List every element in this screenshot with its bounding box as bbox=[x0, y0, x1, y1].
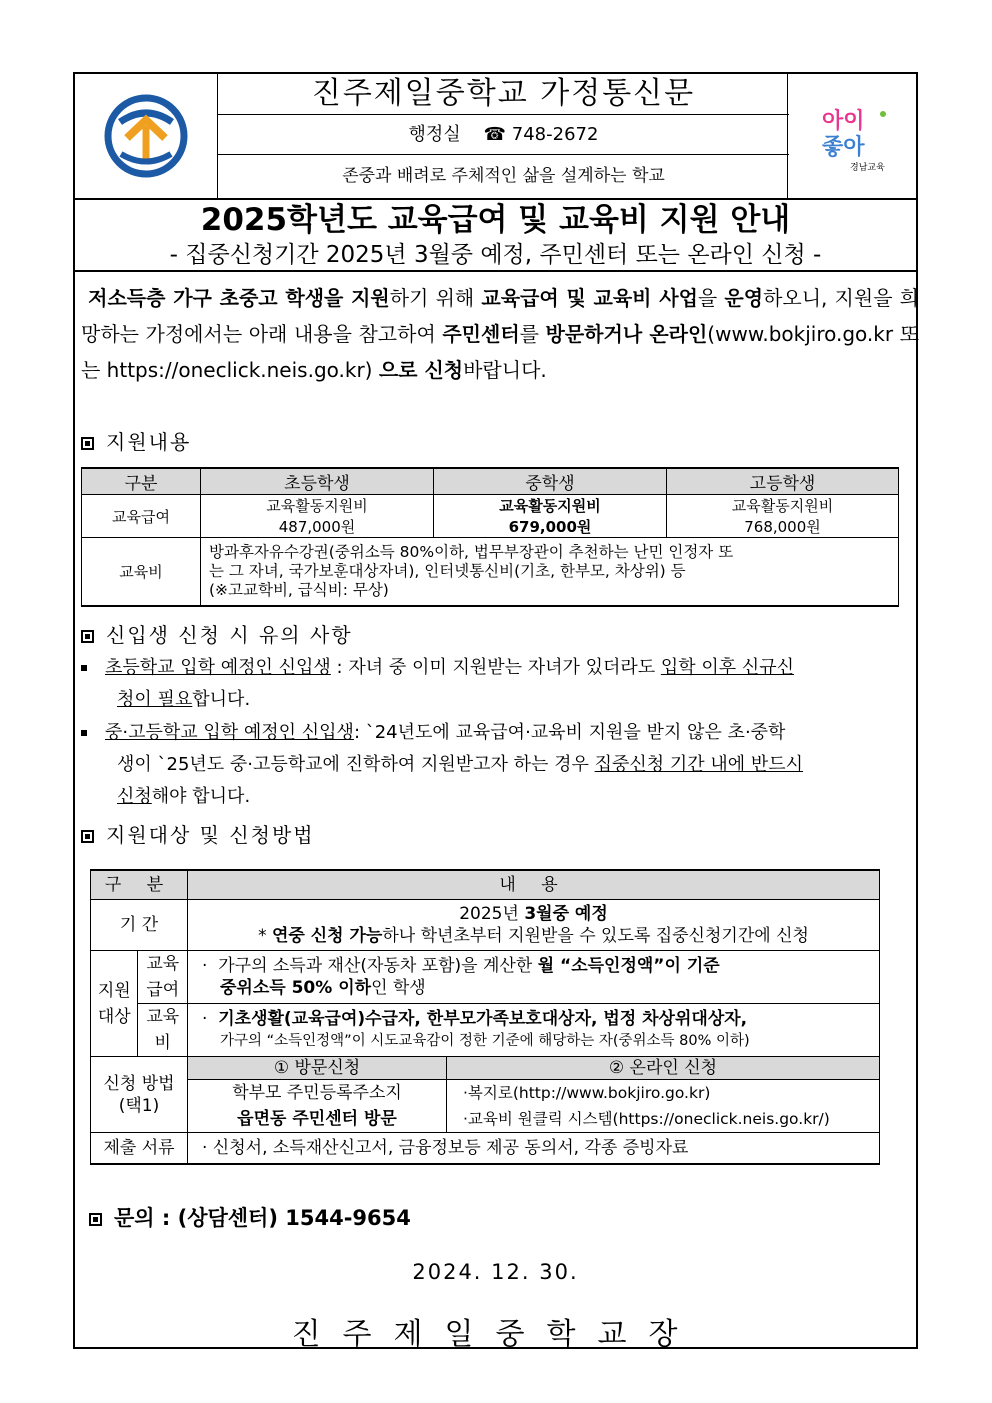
table-cell: · 신청서, 소득재산신고서, 금융정보등 제공 동의서, 각종 증빙자료 bbox=[188, 1133, 880, 1165]
svg-text:경남교육: 경남교육 bbox=[850, 163, 885, 173]
row-label: 지원 대상 bbox=[91, 951, 138, 1057]
bullet-icon bbox=[81, 665, 87, 671]
bullet-icon bbox=[81, 730, 87, 736]
note-middle-high: 중·고등학교 입학 예정인 신입생: `24년도에 교육급여·교육비 지원을 받지 않은 초·중학 생이 `25년도 중·고등학교에 진학하여 지원받고자 하는 경우 집중신청 기간 내에 반드시 신청해야 합니다. bbox=[81, 717, 919, 813]
square-bullet-icon bbox=[89, 1213, 102, 1226]
issue-date: 2024. 12. 30. bbox=[412, 1260, 579, 1284]
support-table bbox=[81, 467, 899, 607]
table-cell: · 가구의 소득과 재산(자동차 포함)을 계산한 월 “소득인정액”이 기준 중위소득 50% 이하인 학생 bbox=[188, 951, 880, 1004]
section-heading-freshmen: 신입생 신청 시 유의 사항 bbox=[81, 619, 353, 648]
section-heading-target: 지원대상 및 신청방법 bbox=[81, 819, 315, 848]
row-label: 기 간 bbox=[91, 900, 188, 951]
table-header: 구 분 bbox=[91, 870, 188, 900]
contact-info: 문의 : (상담센터) 1544-9654 bbox=[89, 1202, 411, 1232]
aijoa-logo-icon bbox=[788, 74, 916, 198]
notice-title: 2025학년도 교육급여 및 교육비 지원 안내 bbox=[200, 202, 791, 238]
sub-label: 교육 급여 bbox=[138, 951, 188, 1004]
table-header: 내 용 bbox=[188, 870, 880, 900]
table-cell: ·복지로(http://www.bokjiro.go.kr) ·교육비 원클릭 시스템(https://oneclick.neis.go.kr/) bbox=[447, 1080, 880, 1133]
education-office-logo bbox=[787, 74, 916, 198]
table-header: 구분 bbox=[82, 468, 201, 495]
letter-title: 진주제일중학교 가정통신문 bbox=[218, 74, 789, 115]
square-bullet-icon bbox=[81, 830, 94, 843]
application-table bbox=[90, 869, 880, 1165]
table-cell: 교육활동지원비 679,000원 bbox=[434, 495, 667, 538]
telephone-icon: ☎ bbox=[483, 124, 507, 145]
section-heading-support: 지원내용 bbox=[81, 426, 191, 455]
table-cell: · 기초생활(교육급여)수급자, 한부모가족보호대상자, 법정 차상위대상자, 가구의 “소득인정액”이 시도교육감이 정한 기준에 해당하는 자(중위소득 80% 이하) bbox=[188, 1004, 880, 1057]
square-bullet-icon bbox=[81, 437, 94, 450]
school-logo bbox=[75, 74, 218, 198]
school-emblem-icon bbox=[75, 74, 217, 198]
document-frame bbox=[73, 72, 919, 1352]
letter-header bbox=[75, 74, 916, 200]
school-motto: 존중과 배려로 주체적인 삶을 설계하는 학교 bbox=[342, 166, 665, 186]
table-cell: 방과후자유수강권(중위소득 80%이하, 법무부장관이 추천하는 난민 인정자 또 는 그 자녀, 국가보훈대상자녀), 인터넷통신비(기초, 한부모, 차상위) 등 (※고교학비, 급식비: 무상) bbox=[201, 538, 899, 606]
office-contact: 행정실 ☎ 748-2672 bbox=[218, 115, 789, 155]
row-label: 교육급여 bbox=[82, 495, 201, 538]
row-label: 제출 서류 bbox=[91, 1133, 188, 1165]
principal-signature: 진주제일중학교장 bbox=[291, 1317, 700, 1352]
square-bullet-icon bbox=[81, 630, 94, 643]
sub-header: ① 방문신청 bbox=[188, 1057, 447, 1080]
table-header: 중학생 bbox=[434, 468, 667, 495]
svg-text:좋아: 좋아 bbox=[822, 135, 865, 160]
sub-label: 교육 비 bbox=[138, 1004, 188, 1057]
table-header: 고등학생 bbox=[667, 468, 899, 495]
intro-paragraph: 저소득층 가구 초중고 학생을 지원하기 위해 교육급여 및 교육비 사업을 운영하오니, 지원을 희망하는 가정에서는 아래 내용을 참고하여 주민센터를 방문하거나 온라인(www.bokjiro.go.kr 또는 https://oneclick.neis.go.kr) 으로 신청바랍니다. bbox=[81, 286, 919, 382]
period-cell: 2025년 3월중 예정 * 연중 신청 가능하나 학년초부터 지원받을 수 있도록 집중신청기간에 신청 bbox=[188, 900, 880, 951]
notice-subtitle: - 집중신청기간 2025년 3월중 예정, 주민센터 또는 온라인 신청 - bbox=[169, 242, 822, 268]
row-label: 교육비 bbox=[82, 538, 201, 606]
note-elementary: 초등학교 입학 예정인 신입생 : 자녀 중 이미 지원받는 자녀가 있더라도 입학 이후 신규신 청이 필요합니다. bbox=[81, 652, 919, 716]
row-label: 신청 방법 (택1) bbox=[91, 1057, 188, 1133]
table-cell: 학부모 주민등록주소지 읍면동 주민센터 방문 bbox=[188, 1080, 447, 1133]
sub-header: ② 온라인 신청 bbox=[447, 1057, 880, 1080]
table-header: 초등학생 bbox=[201, 468, 434, 495]
table-cell: 교육활동지원비 487,000원 bbox=[201, 495, 434, 538]
divider bbox=[75, 270, 916, 272]
table-cell: 교육활동지원비 768,000원 bbox=[667, 495, 899, 538]
svg-text:아이: 아이 bbox=[822, 109, 865, 134]
